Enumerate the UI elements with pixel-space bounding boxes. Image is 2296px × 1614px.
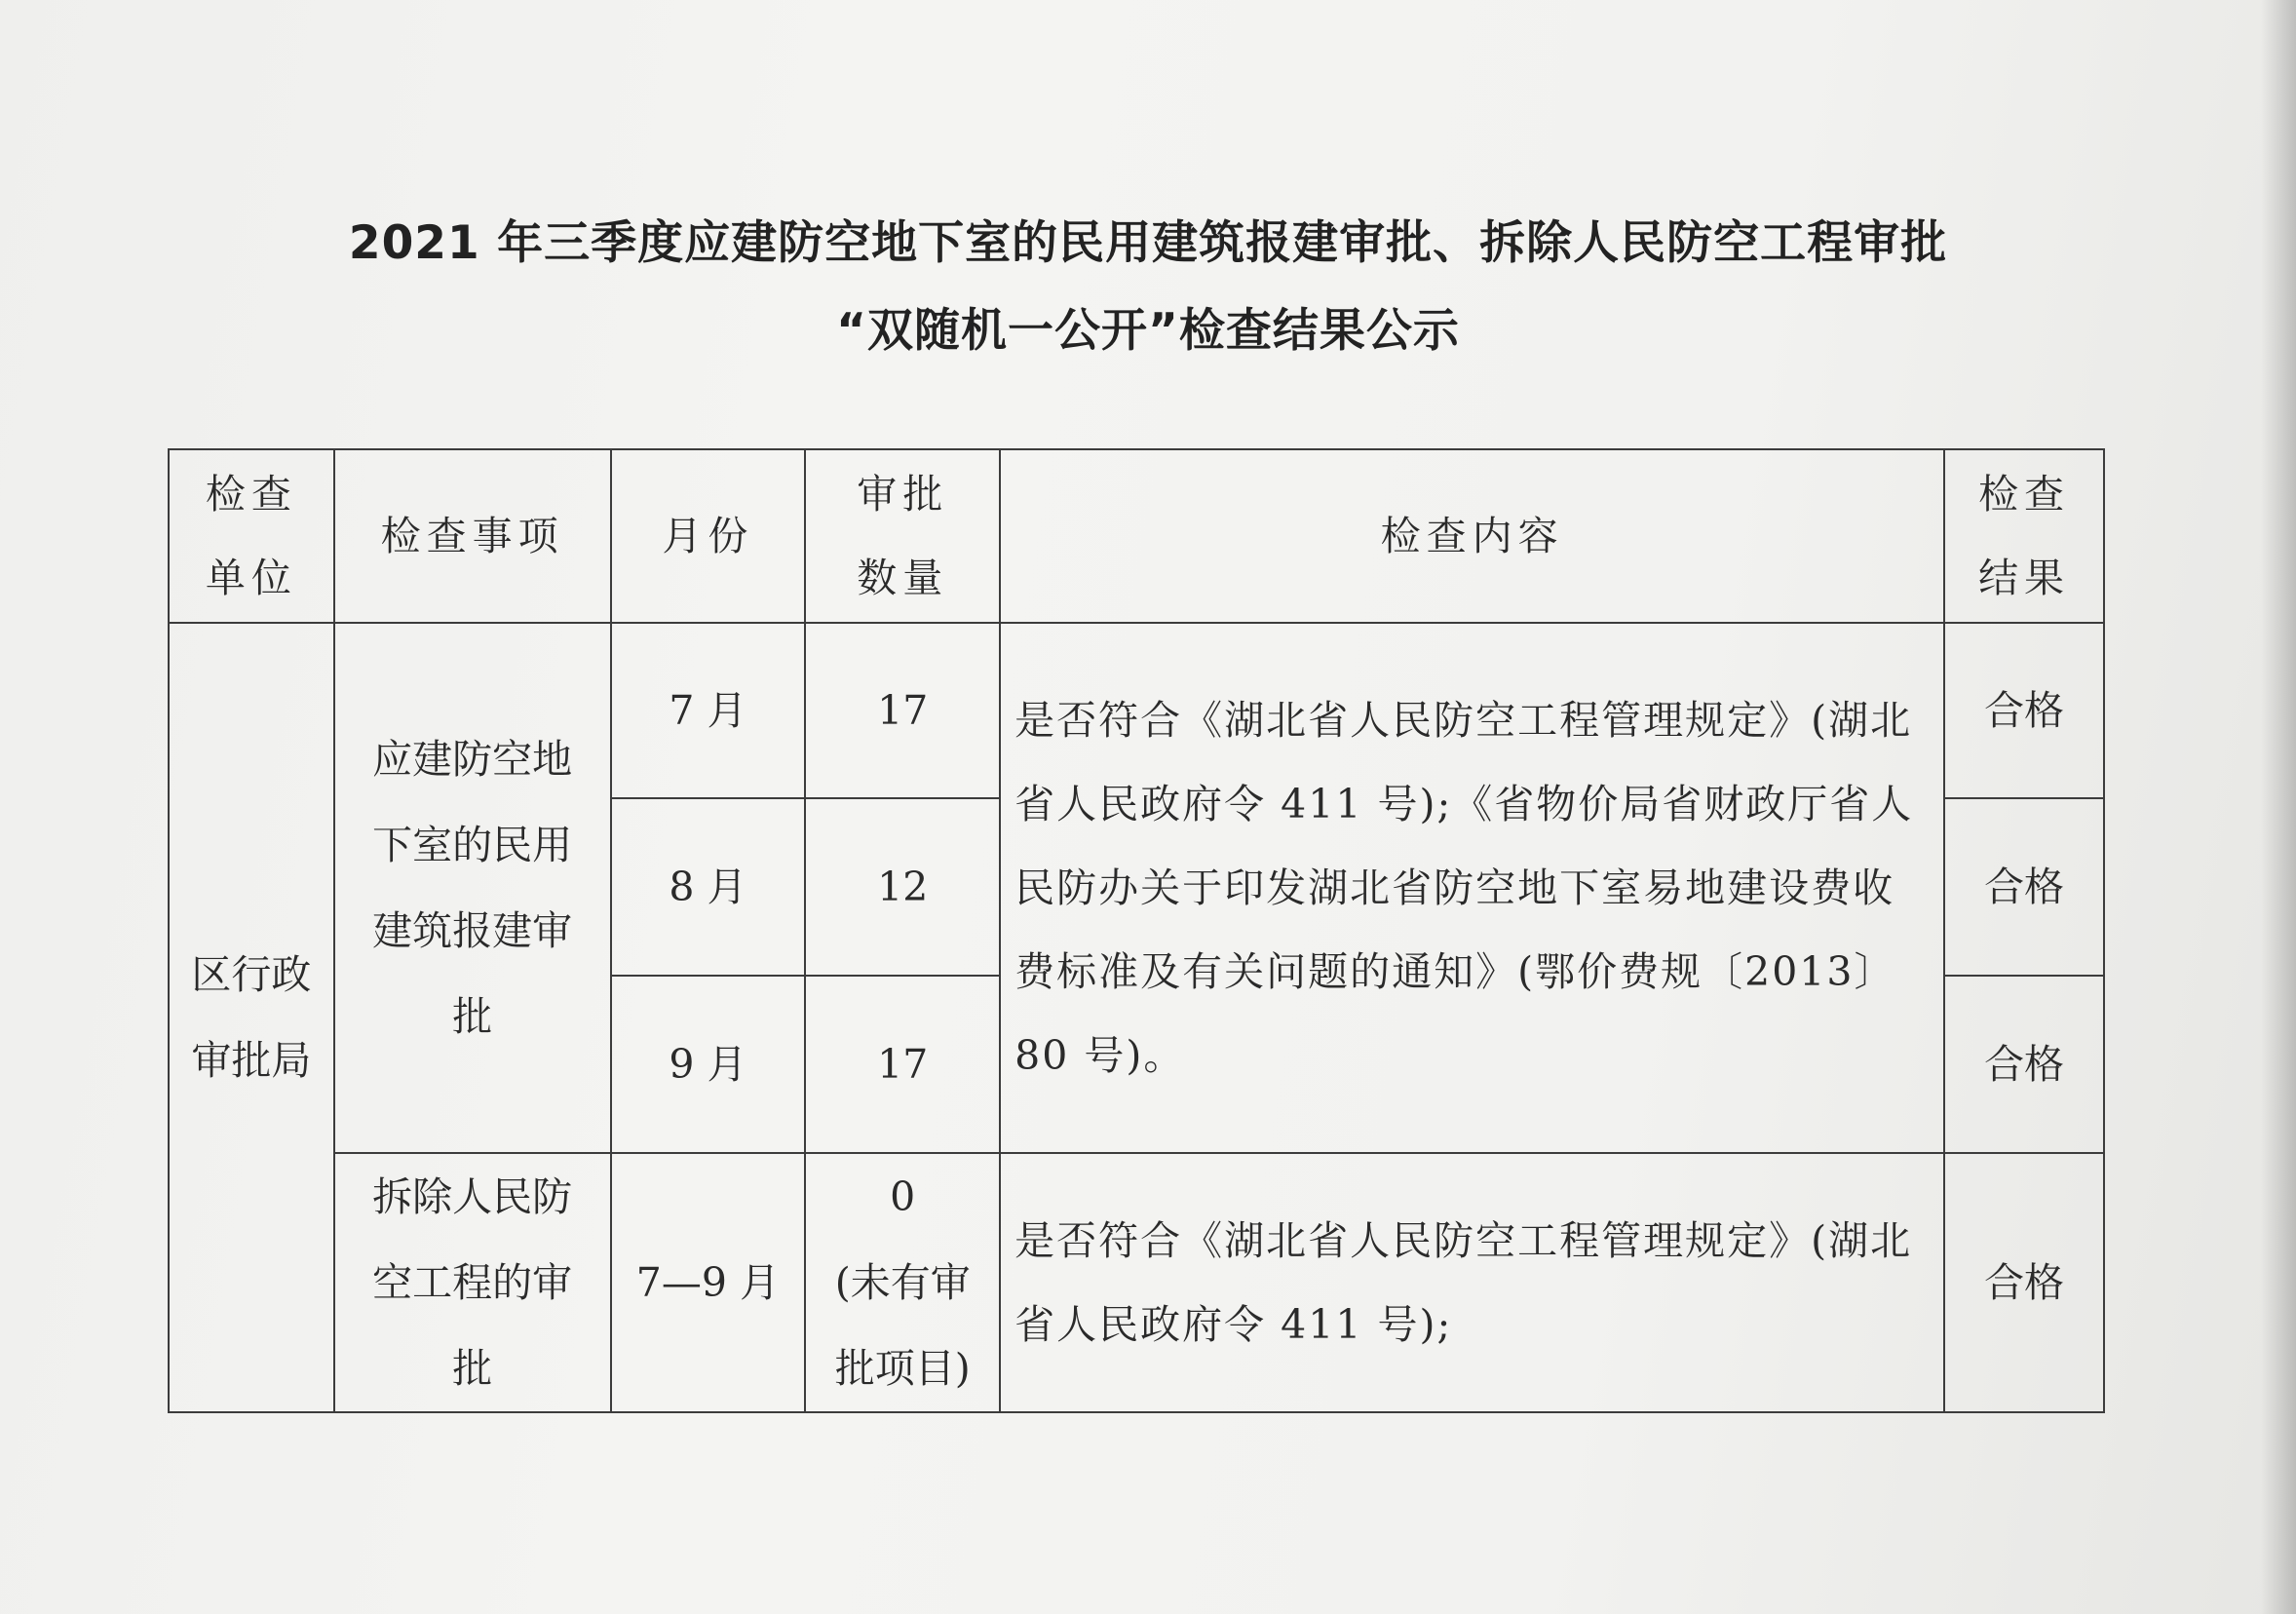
header-result [1944, 449, 2104, 623]
content-cell-group-1: 是否符合《湖北省人民防空工程管理规定》(湖北省人民政府令 411 号);《省物价局省财政厅省人民防办关于印发湖北省防空地下室易地建设费收费标准及有关问题的通知》(鄂价费规〔2013〕80 号)。 [1000, 623, 1944, 1153]
item-line: 空工程的审 [372, 1259, 573, 1306]
unit-cell [169, 623, 334, 1412]
unit-line-2: 审批局 [191, 1037, 312, 1084]
table-header-row [169, 449, 2104, 623]
count-cell: 12 [805, 798, 1000, 976]
document-title-line-1: 2021 年三季度应建防空地下室的民用建筑报建审批、拆除人民防空工程审批 [348, 216, 1948, 270]
month-cell: 7 月 [611, 623, 806, 798]
inspection-results-table [168, 448, 2105, 1413]
header-count-line-2: 数量 [857, 555, 949, 601]
result-cell: 合格 [1944, 798, 2104, 976]
header-unit-line-1: 检查 [205, 471, 297, 518]
count-line: (未有审 [834, 1259, 971, 1306]
item-cell-group-2 [334, 1153, 611, 1412]
header-unit [169, 449, 334, 623]
count-cell: 17 [805, 623, 1000, 798]
item-line: 批 [452, 1345, 493, 1392]
month-cell: 8 月 [611, 798, 806, 976]
header-result-line-1: 检查 [1978, 471, 2071, 518]
month-cell: 9 月 [611, 976, 806, 1153]
header-count-line-1: 审批 [857, 471, 949, 518]
result-cell: 合格 [1944, 623, 2104, 798]
month-cell: 7—9 月 [611, 1153, 806, 1412]
item-line: 下室的民用 [372, 822, 573, 868]
header-content: 检查内容 [1000, 449, 1944, 623]
header-unit-line-2: 单位 [205, 555, 297, 601]
count-line: 批项目) [834, 1345, 971, 1392]
header-result-line-2: 结果 [1978, 555, 2071, 601]
count-cell [805, 1153, 1000, 1412]
header-month: 月份 [611, 449, 806, 623]
table-row [169, 1153, 2104, 1412]
result-cell: 合格 [1944, 1153, 2104, 1412]
unit-line-1: 区行政 [191, 951, 312, 998]
item-cell-group-1 [334, 623, 611, 1153]
item-line: 批 [452, 993, 493, 1040]
table-row [169, 623, 2104, 798]
item-line: 应建防空地 [372, 736, 573, 783]
header-item: 检查事项 [334, 449, 611, 623]
item-line: 拆除人民防 [372, 1173, 573, 1220]
count-line: 0 [890, 1173, 916, 1220]
result-cell: 合格 [1944, 976, 2104, 1153]
header-count [805, 449, 1000, 623]
document-title-line-2: “双随机一公开”检查结果公示 [836, 304, 1460, 358]
content-cell-group-2: 是否符合《湖北省人民防空工程管理规定》(湖北省人民政府令 411 号); [1000, 1153, 1944, 1412]
count-cell: 17 [805, 976, 1000, 1153]
item-line: 建筑报建审 [372, 907, 573, 954]
